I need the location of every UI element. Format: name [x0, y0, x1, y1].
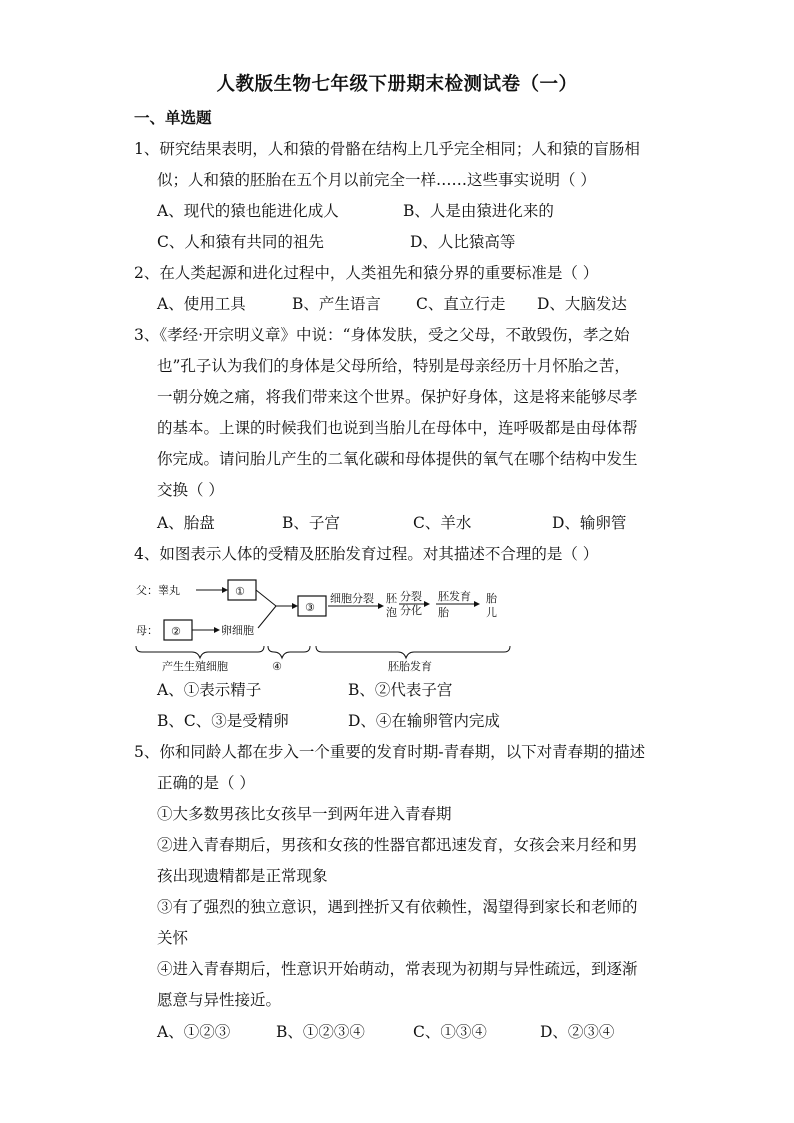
question-5-option-b: B、①②③④ — [276, 1023, 365, 1041]
question-2-option-d: D、大脑发达 — [537, 295, 627, 313]
question-1-option-c: C、人和猿有共同的祖先 — [157, 233, 324, 251]
question-3-text: 3、《孝经·开宗明义章》中说：“身体发肤，受之父母，不敢毁伤，孝之始 — [134, 326, 630, 344]
diagram-label-germ-cells: 产生生殖细胞 — [162, 660, 228, 672]
diagram-brace-embryo — [316, 646, 510, 658]
question-3-text-5: 你完成。请问胎儿产生的二氧化碳和母体提供的氧气在哪个结构中发生 — [157, 450, 638, 468]
diagram-fetus-2: 儿 — [486, 606, 497, 619]
diagram-box-3-label: ③ — [305, 601, 315, 614]
question-3-option-a: A、胎盘 — [157, 514, 215, 532]
question-1-option-b: B、人是由猿进化来的 — [403, 202, 554, 220]
question-3-text-4: 的基本。上课的时候我们也说到当胎儿在母体中，连呼吸都是由母体帮 — [157, 419, 638, 437]
diagram-differentiation: 分化 — [400, 604, 422, 617]
diagram-egg-label: 卵细胞 — [221, 624, 254, 637]
diagram-split: 分裂 — [400, 590, 422, 603]
question-2-option-a: A、使用工具 — [157, 295, 246, 313]
diagram-embryo-sac-2: 泡 — [386, 606, 397, 619]
diagram-fetus-1: 胎 — [486, 592, 497, 605]
question-3-text-3: 一朝分娩之痛，将我们带来这个世界。保护好身体，这是将来能够尽孝 — [157, 388, 638, 406]
question-4-option-a: A、①表示精子 — [157, 681, 262, 699]
diagram-cell-division: 细胞分裂 — [330, 592, 374, 605]
diagram-embryo-2: 胎 — [438, 606, 449, 619]
question-1-option-a: A、现代的猿也能进化成人 — [157, 202, 339, 220]
diagram-box-2-label: ② — [171, 625, 181, 638]
question-5-statement-4: ④进入青春期后，性意识开始萌动，常表现为初期与异性疏远，到逐渐 — [157, 960, 638, 978]
question-5-statement-2: ②进入青春期后，男孩和女孩的性器官都迅速发育，女孩会来月经和男 — [157, 836, 638, 854]
question-4-option-d: D、④在输卵管内完成 — [348, 712, 500, 730]
question-5-text: 5、你和同龄人都在步入一个重要的发育时期-青春期，以下对青春期的描述 — [134, 743, 646, 761]
exam-title: 人教版生物七年级下册期末检测试卷（一） — [216, 74, 578, 95]
question-1-option-d: D、人比猿高等 — [410, 233, 516, 251]
question-5-statement-3-cont: 关怀 — [157, 929, 189, 947]
question-3-option-b: B、子宫 — [282, 514, 340, 532]
diagram-mother-label: 母： — [136, 624, 158, 637]
question-5-option-d: D、②③④ — [540, 1023, 615, 1041]
question-5-statement-1: ①大多数男孩比女孩早一到两年进入青春期 — [157, 805, 452, 823]
question-5-statement-3: ③有了强烈的独立意识，遇到挫折又有依赖性，渴望得到家长和老师的 — [157, 898, 638, 916]
question-5-text-2: 正确的是（ ） — [157, 774, 255, 792]
question-3-option-d: D、输卵管 — [552, 514, 627, 532]
question-2-option-c: C、直立行走 — [416, 295, 506, 313]
question-4-option-b: B、②代表子宫 — [348, 681, 453, 699]
diagram-embryo-sac-1: 胚 — [386, 592, 397, 605]
question-3-text-2: 也”孔子认为我们的身体是父母所给，特别是母亲经历十月怀胎之苦， — [157, 357, 630, 375]
question-1-text-cont: 似；人和猿的胚胎在五个月以前完全一样……这些事实说明（ ） — [157, 171, 596, 189]
question-5-option-c: C、①③④ — [413, 1023, 487, 1041]
diagram-father-label: 父：睾丸 — [136, 584, 180, 597]
question-5-statement-2-cont: 孩出现遗精都是正常现象 — [157, 867, 328, 885]
question-2-text: 2、在人类起源和进化过程中，人类祖先和猿分界的重要标准是（ ） — [134, 264, 599, 282]
fertilization-diagram — [134, 572, 524, 672]
diagram-label-4: ④ — [272, 660, 282, 672]
diagram-brace-germ — [136, 646, 264, 658]
question-3-text-6: 交换（ ） — [157, 481, 224, 499]
question-3-option-c: C、羊水 — [413, 514, 472, 532]
question-4-option-c: B、C、③是受精卵 — [157, 712, 289, 730]
question-1-text: 1、研究结果表明，人和猿的骨骼在结构上几乎完全相同；人和猿的盲肠相 — [134, 140, 640, 158]
section-heading: 一、单选题 — [134, 108, 212, 127]
question-4-text: 4、如图表示人体的受精及胚胎发育过程。对其描述不合理的是（ ） — [134, 545, 599, 563]
diagram-box-1-label: ① — [235, 585, 245, 598]
question-5-statement-4-cont: 愿意与异性接近。 — [157, 991, 282, 1009]
diagram-brace-4 — [268, 646, 310, 658]
diagram-label-embryo-development: 胚胎发育 — [388, 660, 432, 672]
question-5-option-a: A、①②③ — [157, 1023, 231, 1041]
question-2-option-b: B、产生语言 — [292, 295, 381, 313]
diagram-fetal-development: 胚发育 — [438, 590, 471, 603]
